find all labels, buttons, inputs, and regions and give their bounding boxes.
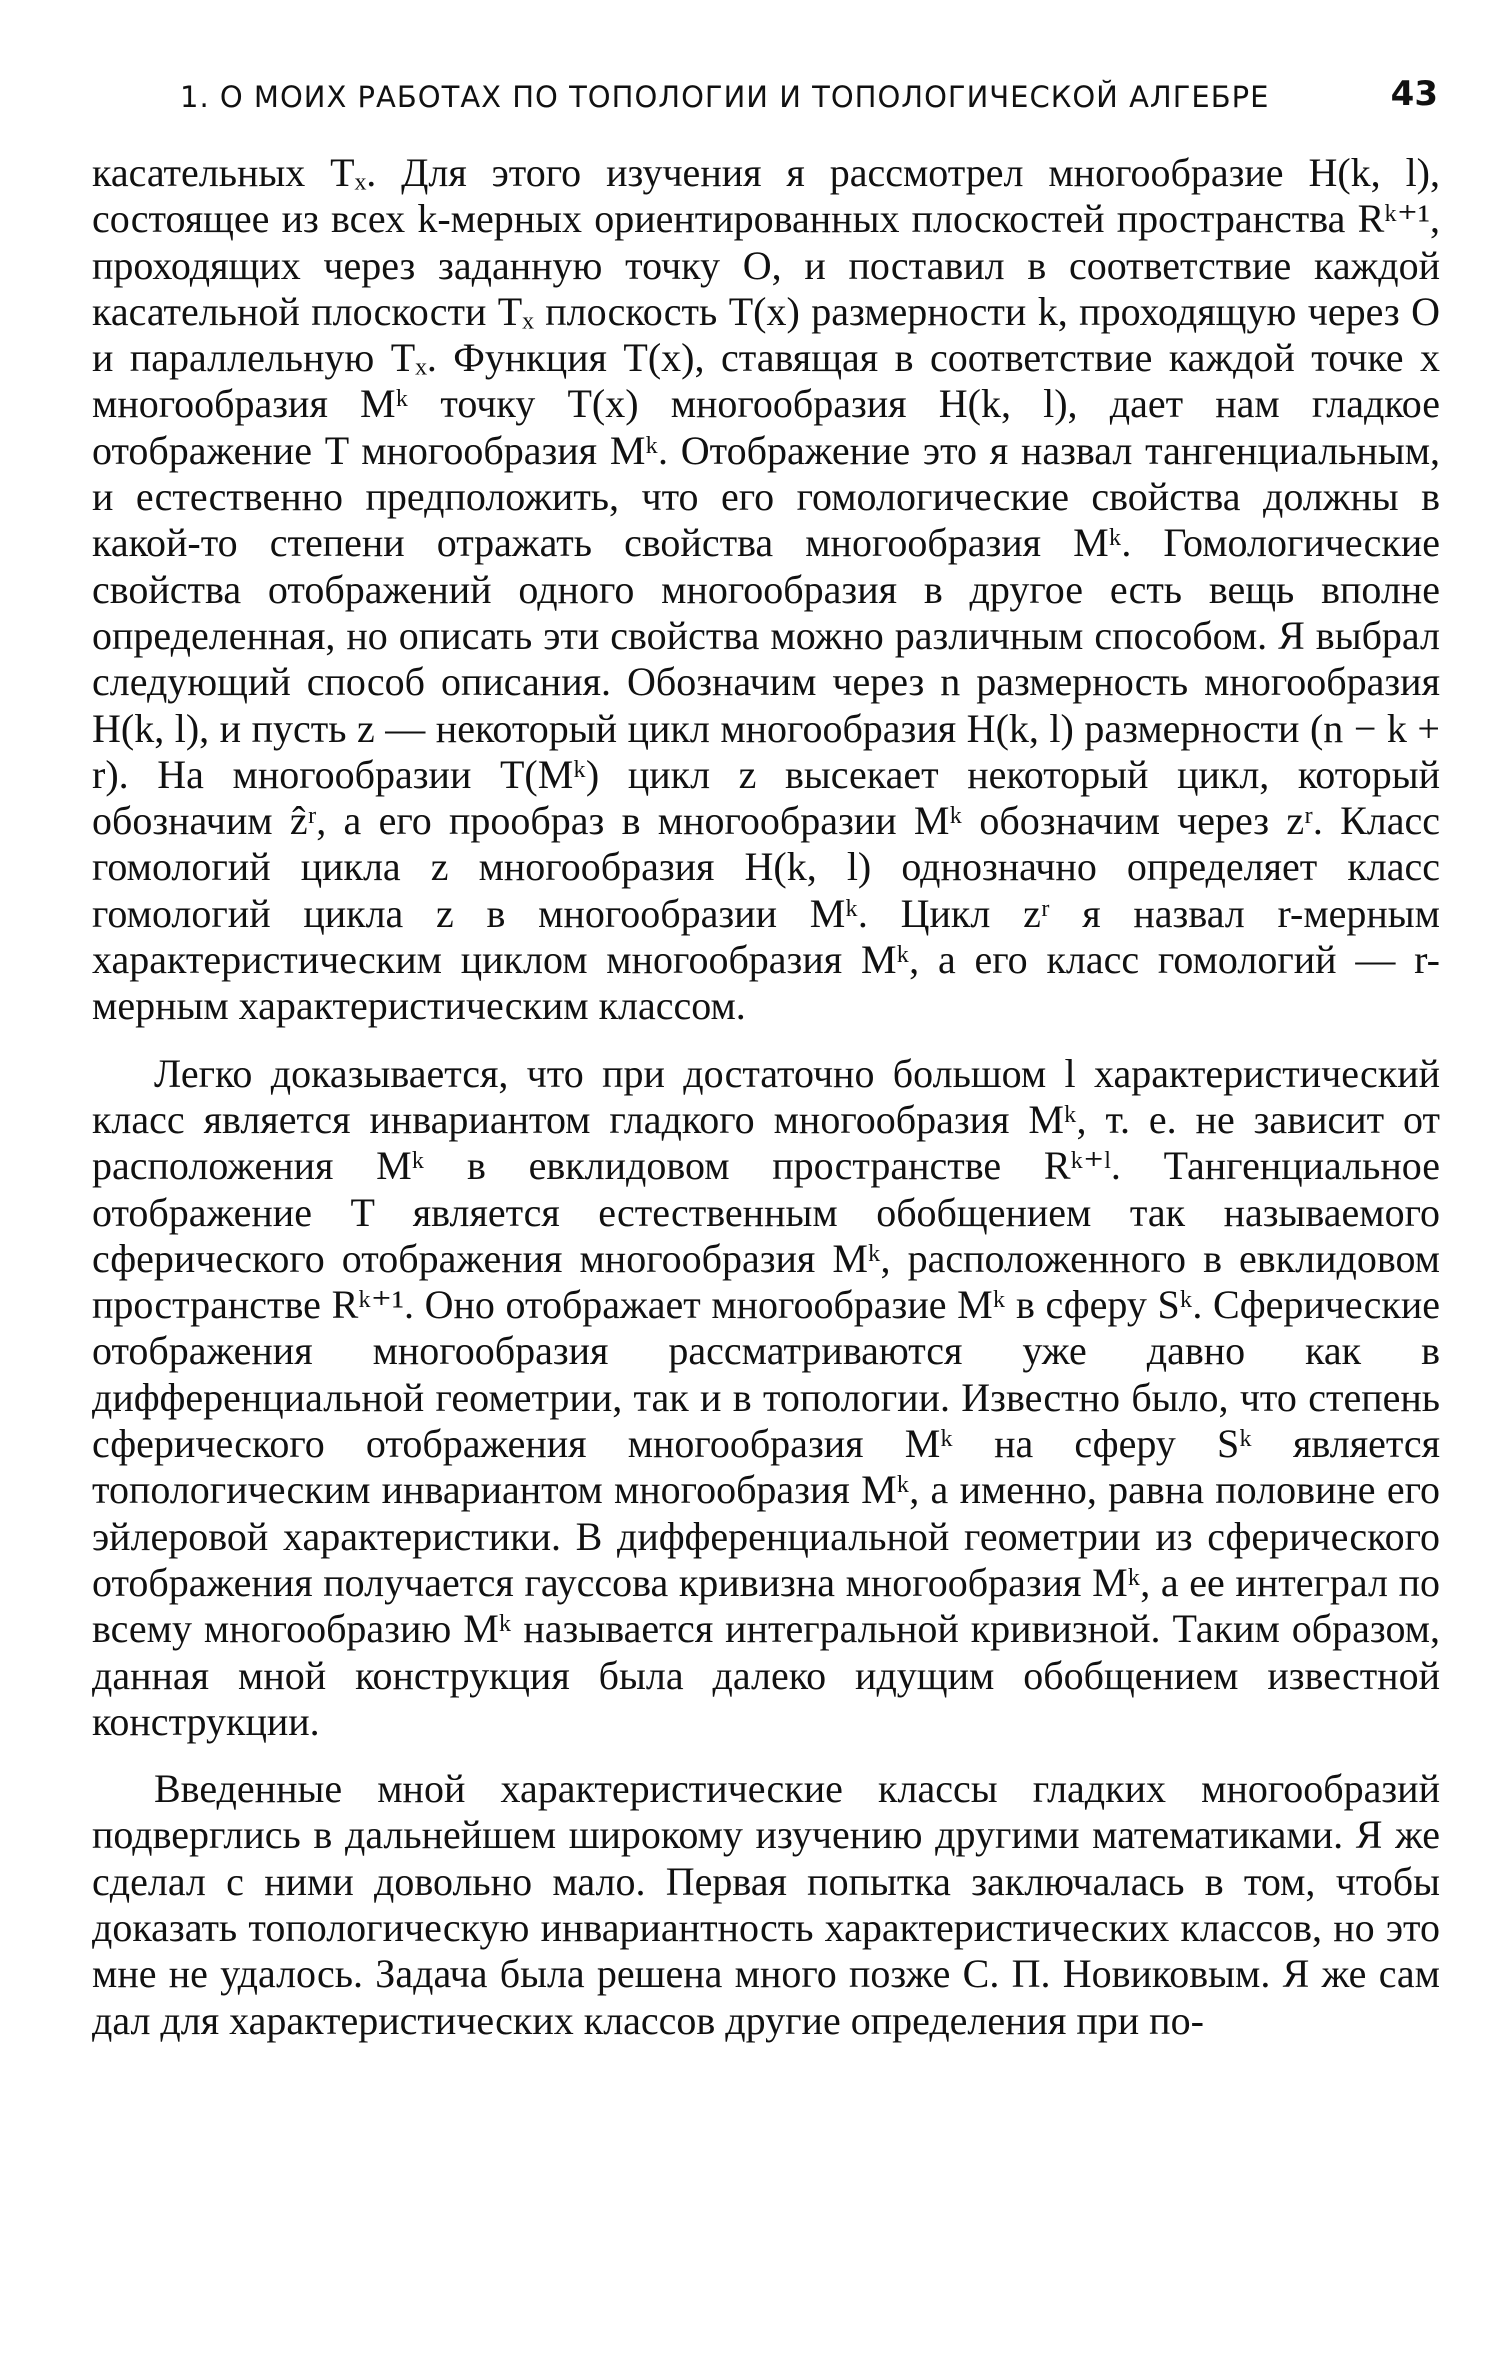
paragraph-further-study: Введенные мной характеристические классы гладких многообразий подверглись в дальнейшем широкому изучению другими математиками. Я же сделал с ними довольно мало. Первая попытка заключалась в том, чтобы доказать топологическую инвариантность характеристических классов, но это мне не удалось. Задача была решена много позже С. П. Новиковым. Я же сам дал для характеристических классов другие определения при по-: [92, 1766, 1440, 2043]
main-text: [92, 150, 1440, 2044]
page-header: [90, 74, 1442, 124]
page-number: 43: [1390, 74, 1438, 114]
running-head: 1. О МОИХ РАБОТАХ ПО ТОПОЛОГИИ И ТОПОЛОГИЧЕСКОЙ АЛГЕБРЕ: [180, 80, 1270, 114]
paragraph-continuation: касательных Tₓ. Для этого изучения я рассмотрел многообразие H(k, l), состоящее из всех k-мерных ориентированных плоскостей пространства Rᵏ⁺¹, проходящих через заданную точку O, и поставил в соответствие каждой касательной плоскости Tₓ плоскость T(x) размерности k, проходящую через O и параллельную Tₓ. Функция T(x), ставящая в соответствие каждой точке x многообразия Mᵏ точку T(x) многообразия H(k, l), дает нам гладкое отображение T многообразия Mᵏ. Отображение это я назвал тангенциальным, и естественно предположить, что его гомологические свойства должны в какой-то степени отражать свойства многообразия Mᵏ. Гомологические свойства отображений одного многообразия в другое есть вещь вполне определенная, но описать эти свойства можно различным способом. Я выбрал следующий способ описания. Обозначим через n размерность многообразия H(k, l), и пусть z — некоторый цикл многообразия H(k, l) размерности (n − k + r). На многообразии T(Mᵏ) цикл z высекает некоторый цикл, который обозначим ẑʳ, а его прообраз в многообразии Mᵏ обозначим через zʳ. Класс гомологий цикла z многообразия H(k, l) однозначно определяет класс гомологий цикла z в многообразии Mᵏ. Цикл zʳ я назвал r-мерным характеристическим циклом многообразия Mᵏ, а его класс гомологий — r-мерным характеристическим классом.: [92, 150, 1440, 1029]
paragraph-characteristic-class-invariance: Легко доказывается, что при достаточно большом l характеристический класс является инвариантом гладкого многообразия Mᵏ, т. е. не зависит от расположения Mᵏ в евклидовом пространстве Rᵏ⁺ˡ. Тангенциальное отображение T является естественным обобщением так называемого сферического отображения многообразия Mᵏ, расположенного в евклидовом пространстве Rᵏ⁺¹. Оно отображает многообразие Mᵏ в сферу Sᵏ. Сферические отображения многообразия рассматриваются уже давно как в дифференциальной геометрии, так и в топологии. Известно было, что степень сферического отображения многообразия Mᵏ на сферу Sᵏ является топологическим инвариантом многообразия Mᵏ, а именно, равна половине его эйлеровой характеристики. В дифференциальной геометрии из сферического отображения получается гауссова кривизна многообразия Mᵏ, а ее интеграл по всему многообразию Mᵏ называется интегральной кривизной. Таким образом, данная мной конструкция была далеко идущим обобщением известной конструкции.: [92, 1050, 1440, 1744]
